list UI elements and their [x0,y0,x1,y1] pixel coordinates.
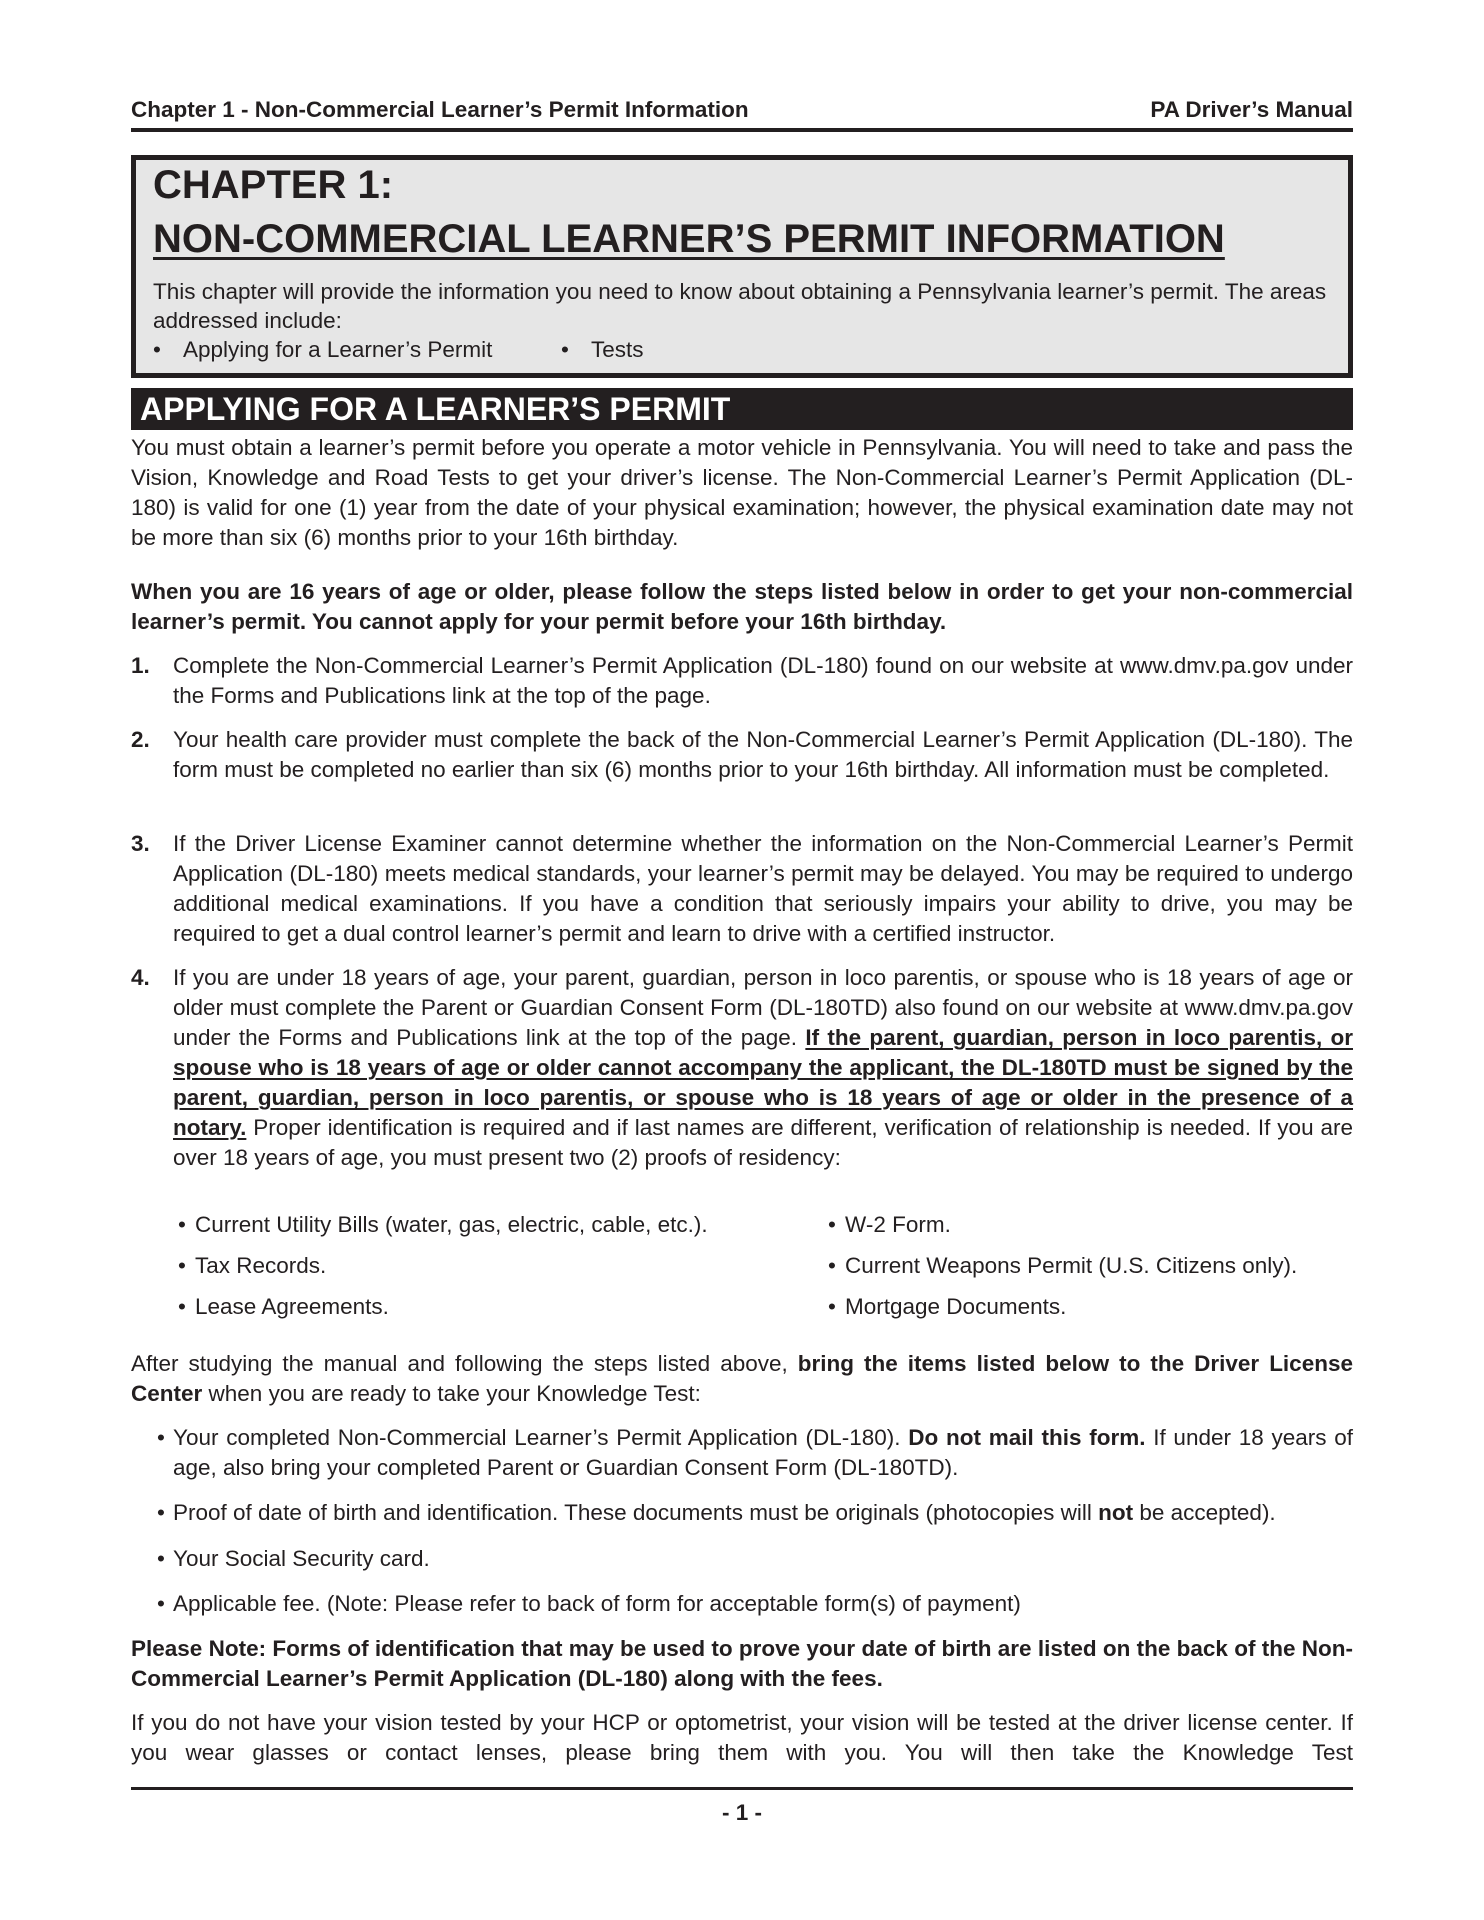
bring-item-part: Your completed Non-Commercial Learner’s Permit Application (DL-180). [173,1425,909,1450]
bring-item-text: Your Social Security card. [173,1546,430,1571]
step-item-3 [131,829,1353,949]
bring-item-emphasis: Do not mail this form. [908,1425,1146,1450]
bullet-icon: • [178,1294,186,1319]
chapter-label: CHAPTER 1: [153,163,394,207]
bullet-icon: • [828,1253,836,1278]
section-heading: APPLYING FOR A LEARNER’S PERMIT [131,388,1353,430]
step-text: Complete the Non-Commercial Learner’s Permit Application (DL-180) found on our website at www.dmv.pa.gov under the Forms and Publications link at the top of the page. [173,653,1353,708]
residency-proof-item [178,1292,389,1322]
bring-item [157,1544,1353,1574]
residency-proof-item [828,1210,951,1240]
bring-item [157,1498,1353,1528]
residency-proof-item [178,1251,326,1281]
bullet-icon: • [157,1425,165,1450]
bullet-icon: • [561,337,569,362]
residency-proof-label: W-2 Form. [845,1212,951,1237]
bullet-icon: • [178,1253,186,1278]
steps-intro-paragraph: When you are 16 years of age or older, please follow the steps listed below in order to get your non-commercial learner’s permit. You cannot apply for your permit before your 16th birthday. [131,579,1353,634]
step-number: 1. [131,653,150,678]
step-number: 3. [131,831,150,856]
step-item-1 [131,651,1353,711]
step-item-2 [131,725,1353,785]
notary-requirement-emphasis: If the parent, guardian, person in loco parentis, or spouse who is 18 years of age or older cannot accompany the applicant, the DL-180TD must be signed by the parent, guardian, person in loco parentis, or spouse who is 18 years of age or older in the presence of a notary. [173,1025,1353,1140]
section-intro-paragraph: You must obtain a learner’s permit before you operate a motor vehicle in Pennsylvania. You will need to take and pass the Vision, Knowledge and Road Tests to get your driver’s license. The Non-Commercial Learner’s Permit Application (DL-180) is valid for one (1) year from the date of your physical examination; however, the physical examination date may not be more than six (6) months prior to your 16th birthday. [131,435,1353,550]
residency-proof-label: Lease Agreements. [195,1294,389,1319]
chapter-title: NON-COMMERCIAL LEARNER’S PERMIT INFORMATION [153,217,1225,261]
residency-proof-label: Current Utility Bills (water, gas, electric, cable, etc.). [195,1212,708,1237]
bullet-icon: • [828,1294,836,1319]
residency-proof-label: Mortgage Documents. [845,1294,1067,1319]
step-text [173,963,1353,1173]
running-header-chapter: Chapter 1 - Non-Commercial Learner’s Permit Information [131,97,749,122]
chapter-intro-text: This chapter will provide the information you need to know about obtaining a Pennsylvania learner’s permit. The areas addressed include: [153,279,1327,333]
bring-item-text: Applicable fee. (Note: Please refer to back of form for acceptable form(s) of payment) [173,1591,1021,1616]
bring-item-text [173,1498,1353,1528]
bullet-icon: • [157,1546,165,1571]
chapter-topic-label: Applying for a Learner’s Permit [183,337,493,362]
residency-proof-label: Tax Records. [195,1253,327,1278]
bring-item-part: be accepted). [1133,1500,1276,1525]
bullet-icon: • [828,1212,836,1237]
chapter-topic-item [561,335,644,364]
bring-item-part: If under 18 years of age, also bring your completed Parent or Guardian Consent Form (DL-180TD). [173,1425,1353,1480]
vision-test-paragraph: If you do not have your vision tested by your HCP or optometrist, your vision will be tested at the driver license center. If you wear glasses or contact lenses, please bring them with you. You will then take the Knowledge Test [131,1710,1353,1765]
step-number: 2. [131,727,150,752]
footer-rule [131,1787,1353,1790]
bring-intro-part: when you are ready to take your Knowledge Test: [202,1381,701,1406]
please-note-paragraph: Please Note: Forms of identification that may be used to prove your date of birth are listed on the back of the Non-Commercial Learner’s Permit Application (DL-180) along with the fees. [131,1636,1353,1691]
bring-items-intro [131,1349,1353,1409]
residency-proof-label: Current Weapons Permit (U.S. Citizens only). [845,1253,1298,1278]
residency-proof-item [178,1210,708,1240]
bring-intro-emphasis: bring the items listed below to the Driver License Center [131,1351,1353,1406]
chapter-intro-box [131,155,1353,378]
step-text: If the Driver License Examiner cannot determine whether the information on the Non-Commercial Learner’s Permit Application (DL-180) meets medical standards, your learner’s permit may be delayed. You may be required to undergo additional medical examinations. If you have a condition that seriously impairs your ability to drive, you may be required to get a dual control learner’s permit and learn to drive with a certified instructor. [173,831,1353,946]
bullet-icon: • [157,1500,165,1525]
chapter-topic-item [153,335,492,364]
bring-item [157,1423,1353,1483]
bring-item-part: Proof of date of birth and identification. These documents must be originals (photocopies will [173,1500,1099,1525]
residency-proof-item [828,1292,1066,1322]
bring-item-emphasis: not [1098,1500,1134,1525]
step-text-part: Proper identification is required and if last names are different, verification of relationship is needed. If you are over 18 years of age, you must present two (2) proofs of residency: [173,1115,1353,1170]
bullet-icon: • [157,1591,165,1616]
bring-item-text [173,1423,1353,1483]
bullet-icon: • [153,337,161,362]
residency-proof-item [828,1251,1297,1281]
running-header [131,97,1353,123]
bring-item [157,1589,1353,1619]
bullet-icon: • [178,1212,186,1237]
bring-intro-part: After studying the manual and following the steps listed above, [131,1351,798,1376]
page-number: - 1 - [721,1800,762,1825]
chapter-topic-label: Tests [591,337,644,362]
step-text-part: If you are under 18 years of age, your parent, guardian, person in loco parentis, or spouse who is 18 years of age or older must complete the Parent or Guardian Consent Form (DL-180TD) also found on our website at www.dmv.pa.gov under the Forms and Publications link at the top of the page. [173,965,1353,1050]
running-header-manual-title: PA Driver’s Manual [1150,97,1353,122]
header-rule [131,128,1353,132]
step-number: 4. [131,965,150,990]
step-text: Your health care provider must complete the back of the Non-Commercial Learner’s Permit Application (DL-180). The form must be completed no earlier than six (6) months prior to your 16th birthday. All information must be completed. [173,727,1353,782]
step-item-4 [131,963,1353,1173]
